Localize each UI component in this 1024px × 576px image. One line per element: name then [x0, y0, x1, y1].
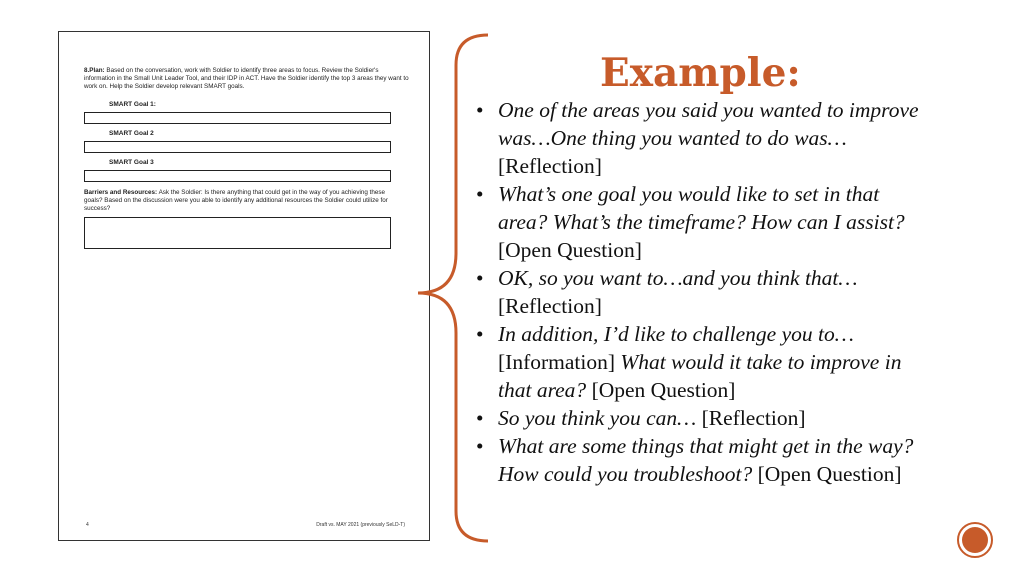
- smart-goal-2-box: [84, 141, 391, 153]
- example-bullet-list: [476, 96, 926, 488]
- bullet-quote-text: What are some things that might get in the way? How could you troubleshoot?: [498, 434, 914, 486]
- slide-number-badge: [957, 522, 993, 558]
- bullet-quote-text: OK, so you want to…and you think that…: [498, 266, 858, 290]
- bullet-category-tag: [Information]: [498, 350, 621, 374]
- bullet-quote-text: So you think you can…: [498, 406, 702, 430]
- bullet-category-tag: [Open Question]: [591, 378, 736, 402]
- barriers-box: [84, 217, 391, 249]
- bullet-category-tag: [Reflection]: [701, 406, 806, 430]
- barriers-text: Ask the Soldier: Is there anything that could get in the way of you achieving these goals? Based on the discussion were you able to identify any additional resources the Soldier could utilize for success?: [84, 189, 388, 213]
- bullet-item: [476, 432, 926, 488]
- bullet-quote-text: What’s one goal you would like to set in that area? What’s the timeframe? How can I assist?: [498, 182, 905, 234]
- smart-goal-3-box: [84, 170, 391, 182]
- page-number: 4: [86, 522, 89, 528]
- bullet-category-tag: [Reflection]: [498, 154, 602, 178]
- smart-goal-1-box: [84, 112, 391, 124]
- bullet-item: [476, 180, 926, 264]
- bullet-quote-text: One of the areas you said you wanted to improve was…One thing you wanted to do was…: [498, 98, 919, 150]
- bullet-category-tag: [Open Question]: [498, 238, 642, 262]
- bullet-item: [476, 264, 926, 320]
- plan-paragraph: [84, 67, 409, 92]
- bullet-quote-text: What would it take to improve in that area?: [498, 350, 902, 402]
- bullet-category-tag: [Open Question]: [757, 462, 902, 486]
- barriers-paragraph: [84, 189, 399, 214]
- bullet-quote-text: In addition, I’d like to challenge you to…: [498, 322, 854, 346]
- slide-title: Example:: [600, 50, 801, 96]
- bullet-item: [476, 96, 926, 180]
- barriers-heading: Barriers and Resources:: [84, 189, 158, 196]
- plan-text: Based on the conversation, work with Soldier to identify three areas to focus. Review the Soldier's information in the Small Unit Leader Tool, and their IDP in ACT. Have the Soldier identify the top 3 areas they want to work on. Help the Soldier develop relevant SMART goals.: [84, 67, 409, 91]
- smart-goal-3-label: SMART Goal 3: [109, 159, 154, 166]
- badge-circle-icon: [962, 527, 988, 553]
- document-page: [58, 31, 430, 541]
- document-footer: Draft vs. MAY 2021 (previously SeLD-T): [316, 522, 405, 528]
- plan-heading: 8.Plan:: [84, 67, 105, 74]
- bullet-item: [476, 320, 926, 404]
- smart-goal-1-label: SMART Goal 1:: [109, 101, 156, 108]
- bullet-item: [476, 404, 926, 432]
- smart-goal-2-label: SMART Goal 2: [109, 130, 154, 137]
- bullet-category-tag: [Reflection]: [498, 294, 602, 318]
